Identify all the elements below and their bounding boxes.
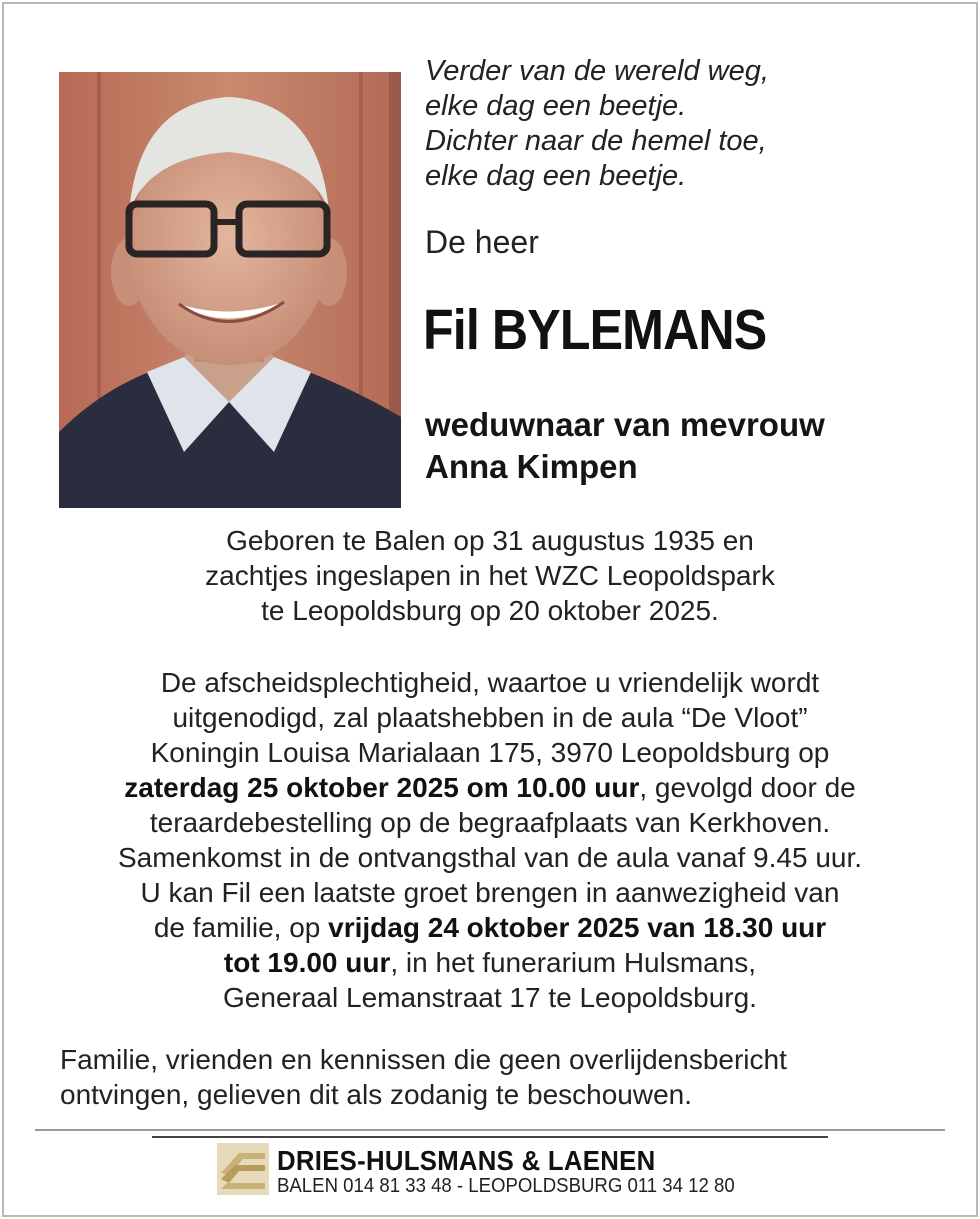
ceremony-line: Samenkomst in de ontvangsthal van de aula vanaf 9.45 uur. [117, 842, 863, 873]
birth-line: zachtjes ingeslapen in het WZC Leopoldspark [205, 560, 775, 591]
spouse-line: weduwnaar van mevrouw [425, 406, 825, 443]
poem [425, 54, 769, 194]
birth-line: te Leopoldsburg op 20 oktober 2025. [261, 595, 719, 626]
ceremony-line [30, 770, 950, 805]
ceremony-line [30, 910, 950, 945]
ceremony-line: Generaal Lemanstraat 17 te Leopoldsburg. [223, 982, 757, 1013]
funeral-home-contact: BALEN 014 81 33 48 - LEOPOLDSBURG 011 34 12 80 [277, 1175, 735, 1197]
poem-line: elke dag een beetje. [425, 160, 687, 192]
visitation-date: vrijdag 24 oktober 2025 van 18.30 uur [328, 912, 827, 943]
visitation-time: tot 19.00 uur [223, 947, 391, 978]
deceased-name: Fil BYLEMANS [423, 298, 767, 362]
ceremony-line: De afscheidsplechtigheid, waartoe u vriendelijk wordt [160, 667, 820, 698]
ceremony-text: , gevolgd door de [639, 772, 856, 803]
birth-line: Geboren te Balen op 31 augustus 1935 en [226, 525, 754, 556]
honorific: De heer [425, 224, 539, 260]
funeral-home-name: DRIES-HULSMANS & LAENEN [277, 1145, 656, 1176]
poem-line: Verder van de wereld weg, [425, 55, 769, 87]
funeral-home-logo-icon [217, 1143, 269, 1195]
ceremony-line: Koningin Louisa Marialaan 175, 3970 Leopoldsburg op [150, 737, 830, 768]
closing-line: Familie, vrienden en kennissen die geen overlijdensbericht [60, 1044, 787, 1075]
spouse-info [425, 404, 825, 488]
ceremony-line: teraardebestelling op de begraafplaats van Kerkhoven. [149, 807, 831, 838]
spouse-name: Anna Kimpen [425, 448, 638, 485]
ceremony-text: , in het funerarium Hulsmans, [390, 947, 757, 978]
ceremony-line: uitgenodigd, zal plaatshebben in de aula “De Vloot” [172, 702, 808, 733]
divider [35, 1129, 945, 1131]
ceremony-text: de familie, op [153, 912, 329, 943]
ceremony-line [30, 945, 950, 980]
divider [152, 1136, 828, 1138]
closing-note [60, 1042, 787, 1112]
poem-line: elke dag een beetje. [425, 90, 687, 122]
poem-line: Dichter naar de hemel toe, [425, 125, 767, 157]
ceremony-info [30, 665, 950, 1015]
closing-line: ontvingen, gelieven dit als zodanig te beschouwen. [60, 1079, 692, 1110]
birth-info [30, 523, 950, 628]
ceremony-line: U kan Fil een laatste groet brengen in aanwezigheid van [140, 877, 840, 908]
portrait-photo [59, 72, 401, 508]
ceremony-date: zaterdag 25 oktober 2025 om 10.00 uur [124, 772, 640, 803]
